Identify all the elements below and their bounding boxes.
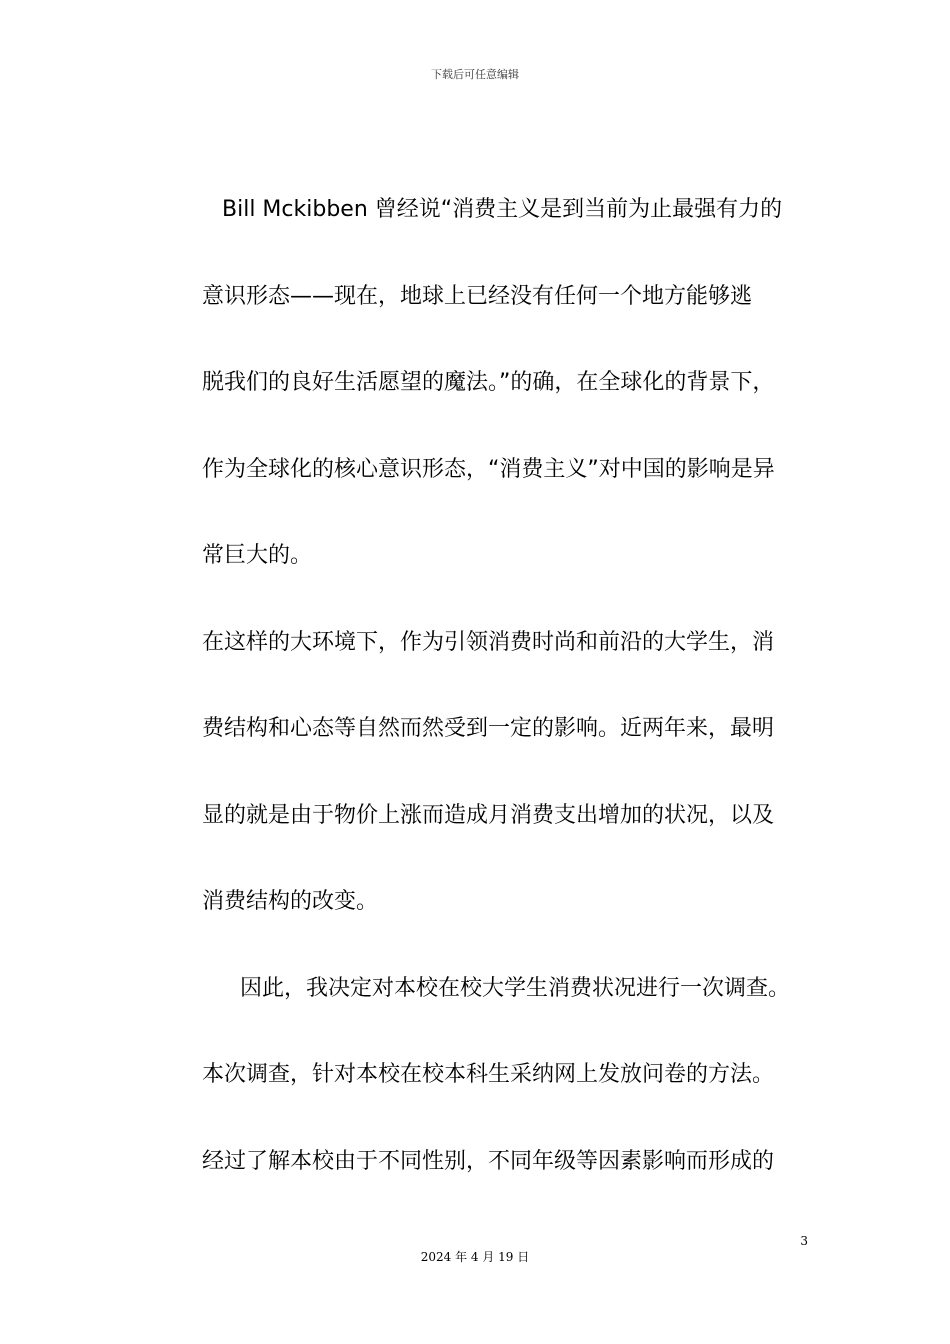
paragraph-line: 在这样的大环境下，作为引领消费时尚和前沿的大学生，消	[202, 629, 775, 655]
page-header: 下载后可任意编辑	[431, 68, 519, 81]
paragraph-line: 显的就是由于物价上涨而造成月消费支出增加的状况，以及	[202, 802, 775, 828]
page-number: 3	[800, 1234, 808, 1248]
paragraph-line: 作为全球化的核心意识形态，“消费主义”对中国的影响是异	[202, 456, 775, 482]
paragraph-line: 意识形态——现在，地球上已经没有任何一个地方能够逃	[202, 283, 753, 309]
footer-date: 2024 年 4 月 19 日	[420, 1250, 530, 1264]
paragraph-line: Bill Mckibben 曾经说“消费主义是到当前为止最强有力的	[222, 197, 783, 222]
paragraph-line: 本次调查，针对本校在校本科生采纳网上发放问卷的方法。	[202, 1062, 775, 1087]
paragraph-line: 脱我们的良好生活愿望的魔法。”的确，在全球化的背景下，	[202, 370, 775, 395]
body-text	[202, 188, 808, 1226]
paragraph-line: 费结构和心态等自然而然受到一定的影响。近两年来，最明	[202, 716, 775, 741]
paragraph-line: 因此，我决定对本校在校大学生消费状况进行一次调查。	[240, 975, 791, 1001]
paragraph-line: 消费结构的改变。	[202, 889, 379, 914]
paragraph-line: 常巨大的。	[202, 543, 313, 568]
paragraph-line: 经过了解本校由于不同性别，不同年级等因素影响而形成的	[202, 1148, 775, 1174]
